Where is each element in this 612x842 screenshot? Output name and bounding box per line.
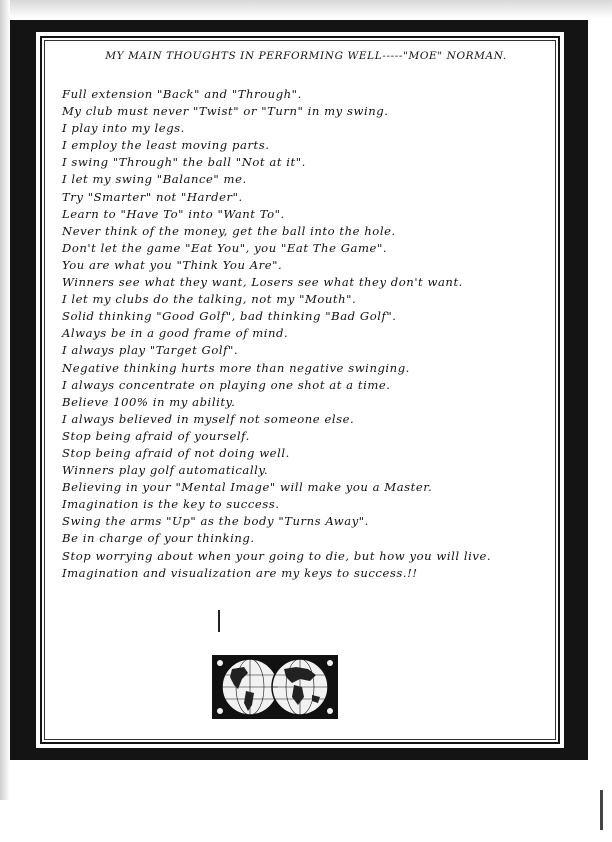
thought-line: Believe 100% in my ability. — [62, 394, 236, 409]
thought-line: I always believed in myself not someone else. — [62, 411, 355, 426]
thought-line: Learn to "Have To" into "Want To". — [62, 206, 285, 221]
world-map-icon — [212, 655, 338, 719]
thought-line: I employ the least moving parts. — [62, 138, 270, 153]
thoughts-list — [62, 86, 532, 582]
thought-line: Stop being afraid of yourself. — [62, 428, 250, 443]
thought-line: Negative thinking hurts more than negative swinging. — [62, 360, 410, 375]
page-title: MY MAIN THOUGHTS IN PERFORMING WELL-----"MOE" NORMAN. — [105, 50, 507, 62]
scan-shadow-left — [0, 0, 10, 800]
thought-line: Solid thinking "Good Golf", bad thinking "Bad Golf". — [62, 309, 397, 324]
thought-line: Always be in a good frame of mind. — [62, 326, 289, 341]
thought-line: I swing "Through" the ball "Not at it". — [62, 155, 306, 170]
thought-line: Never think of the money, get the ball into the hole. — [62, 223, 396, 238]
thought-line: Full extension "Back" and "Through". — [62, 87, 302, 101]
thought-line: Be in charge of your thinking. — [62, 531, 255, 546]
thought-line: Stop being afraid of not doing well. — [62, 445, 290, 460]
thought-line: Believing in your "Mental Image" will make you a Master. — [62, 480, 433, 495]
thought-line: Try "Smarter" not "Harder". — [62, 189, 243, 204]
thought-line: You are what you "Think You Are". — [62, 257, 283, 272]
thought-line: I always concentrate on playing one shot at a time. — [62, 377, 391, 392]
thought-line: Winners play golf automatically. — [62, 463, 269, 478]
thought-line: Winners see what they want, Losers see what they don't want. — [62, 275, 463, 290]
thought-line: Imagination and visualization are my keys to success.!! — [62, 565, 418, 580]
scan-artifact — [600, 790, 603, 830]
thought-line: I always play "Target Golf". — [62, 343, 239, 358]
thought-line: I let my clubs do the talking, not my "Mouth". — [62, 292, 357, 307]
thought-line: Stop worrying about when your going to die, but how you will live. — [62, 548, 492, 563]
thought-line: Swing the arms "Up" as the body "Turns Away". — [62, 514, 369, 529]
stray-mark — [218, 610, 220, 632]
thought-line: Don't let the game "Eat You", you "Eat The Game". — [62, 240, 388, 255]
thought-line: I play into my legs. — [62, 121, 185, 136]
thought-line: My club must never "Twist" or "Turn" in my swing. — [62, 104, 389, 119]
thought-line: I let my swing "Balance" me. — [62, 172, 247, 187]
thought-line: Imagination is the key to success. — [62, 497, 280, 512]
scan-shadow-top — [0, 0, 612, 18]
